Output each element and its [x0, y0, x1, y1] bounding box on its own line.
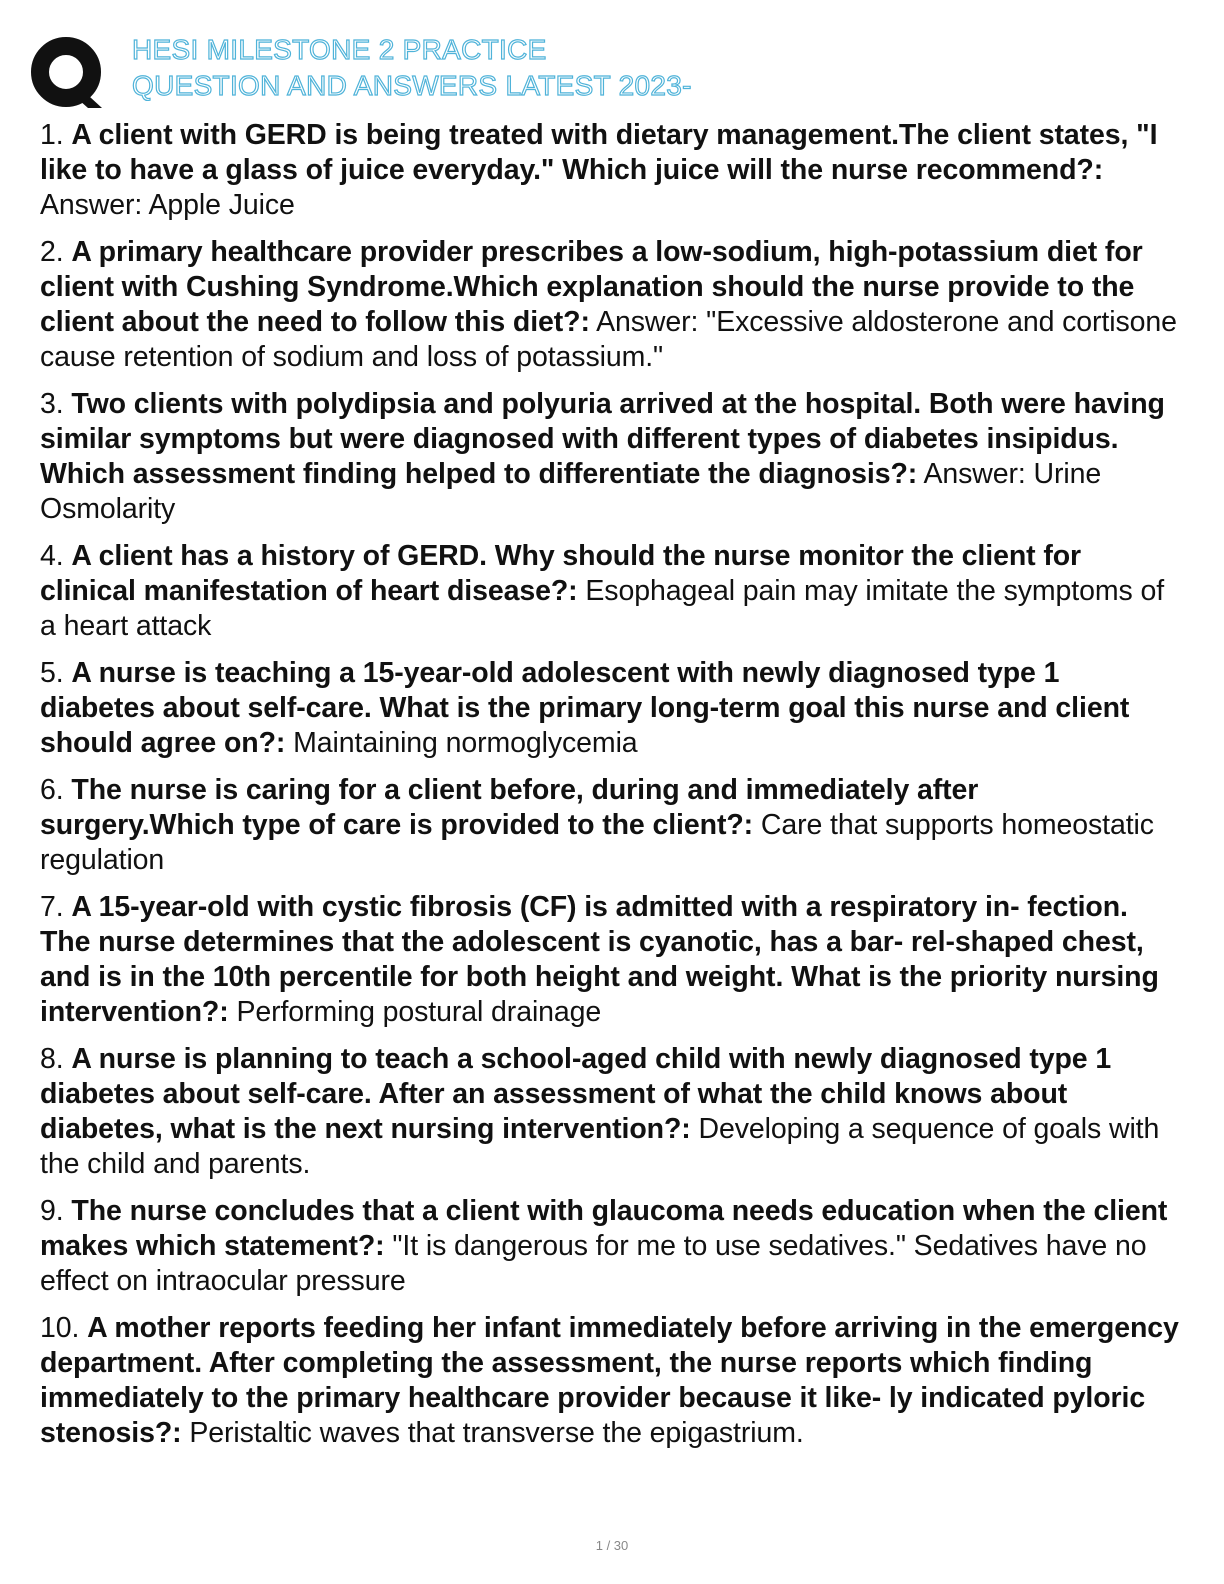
answer-text: Peristaltic waves that transverse the epigastrium. [189, 1417, 804, 1449]
question-text: A primary healthcare provider prescribes a low-sodium, high-potassium diet for client with Cushing Syndrome.Which explanation should the nurse provide to the client about the need to follow this diet?: [40, 236, 1143, 338]
document-title [132, 32, 692, 104]
answer-text: Performing postural drainage [236, 996, 602, 1028]
question-item-8 [40, 1042, 1180, 1182]
question-item-5 [40, 656, 1180, 761]
question-text: The nurse is caring for a client before, during and immediately after surgery.Which type of care is provided to the client?: [40, 774, 979, 841]
question-item-9 [40, 1194, 1180, 1299]
question-number: 9. [40, 1195, 64, 1227]
question-text: Two clients with polydipsia and polyuria arrived at the hospital. Both were having similar symptoms but were diagnosed with different types of diabetes insipidus. Which assessment finding helped to differentiate the diagnosis?: [40, 388, 1165, 490]
question-number: 10. [40, 1312, 80, 1344]
question-item-3 [40, 387, 1180, 527]
question-text: The nurse concludes that a client with glaucoma needs education when the client makes which statement?: [40, 1195, 1168, 1262]
answer-text: Answer: Apple Juice [40, 189, 295, 221]
title-line-2: QUESTION AND ANSWERS LATEST 2023- [132, 70, 692, 101]
question-number: 6. [40, 774, 64, 806]
question-text: A client has a history of GERD. Why should the nurse monitor the client for clinical manifestation of heart disease?: [40, 540, 1082, 607]
answer-text: Esophageal pain may imitate the symptoms of a heart attack [40, 575, 1165, 642]
question-text: A nurse is planning to teach a school-aged child with newly diagnosed type 1 diabetes about self-care. After an assessment of what the child knows about diabetes, what is the next nursing intervention?: [40, 1043, 1112, 1145]
question-number: 2. [40, 236, 64, 268]
question-text: A mother reports feeding her infant immediately before arriving in the emergency department. After completing the assessment, the nurse reports which finding immediately to the primary healthcare provider because it like- ly indicated pyloric stenosis?: [40, 1312, 1179, 1449]
answer-text: Care that supports homeostatic regulation [40, 809, 1154, 876]
question-item-2 [40, 235, 1180, 375]
answer-text: Maintaining normoglycemia [293, 727, 638, 759]
answer-text: Answer: Urine Osmolarity [40, 458, 1102, 525]
question-number: 1. [40, 119, 64, 151]
question-item-6 [40, 773, 1180, 878]
question-text: A nurse is teaching a 15-year-old adolescent with newly diagnosed type 1 diabetes about self-care. What is the primary long-term goal this nurse and client should agree on?: [40, 657, 1130, 759]
title-line-1: HESI MILESTONE 2 PRACTICE [132, 34, 547, 65]
question-item-10 [40, 1311, 1180, 1451]
page-indicator: 1 / 30 [595, 1538, 629, 1553]
answer-text: "It is dangerous for me to use sedatives." Sedatives have no effect on intraocular pressure [40, 1230, 1147, 1297]
question-text: A client with GERD is being treated with dietary management.The client states, "I like to have a glass of juice everyday." Which juice will the nurse recommend?: [40, 119, 1158, 186]
answer-text: Developing a sequence of goals with the child and parents. [40, 1113, 1160, 1180]
document-header [30, 30, 1190, 110]
question-item-7 [40, 890, 1180, 1030]
answer-text: Answer: "Excessive aldosterone and cortisone cause retention of sodium and loss of potassium." [40, 306, 1177, 373]
question-item-4 [40, 539, 1180, 644]
q-logo-icon [30, 34, 106, 110]
question-list [40, 118, 1180, 1463]
question-number: 4. [40, 540, 64, 572]
question-number: 8. [40, 1043, 64, 1075]
question-number: 3. [40, 388, 64, 420]
question-item-1 [40, 118, 1180, 223]
question-number: 5. [40, 657, 64, 689]
question-number: 7. [40, 891, 64, 923]
question-text: A 15-year-old with cystic fibrosis (CF) is admitted with a respiratory in- fection. The nurse determines that the adolescent is cyanotic, has a bar- rel-shaped chest, and is in the 10th percentile for both height and weight. What is the priority nursing intervention?: [40, 891, 1159, 1028]
